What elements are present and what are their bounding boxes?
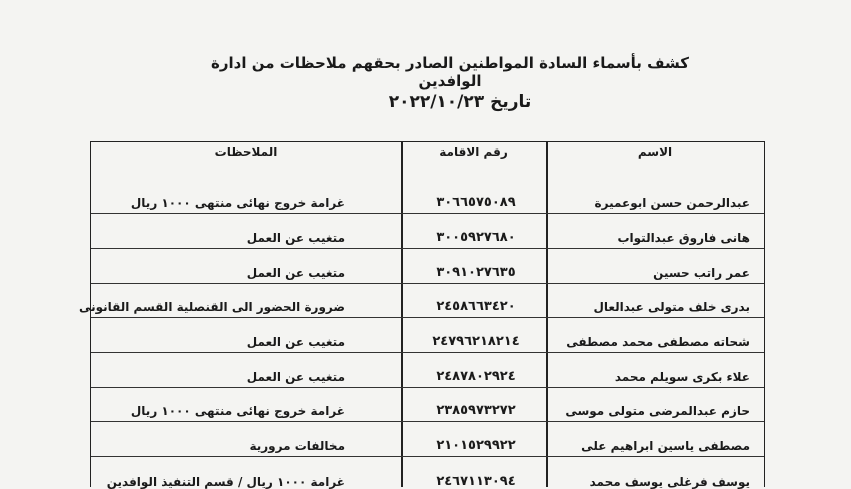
cell-name: عمر راتب حسين bbox=[653, 266, 750, 280]
cell-residency: ٣٠٦٦٥٧٥٠٨٩ bbox=[436, 195, 516, 210]
cell-notes: متغيب عن العمل bbox=[246, 370, 345, 384]
header-name: الاسم bbox=[637, 145, 673, 159]
cell-notes: متغيب عن العمل bbox=[246, 335, 345, 349]
table-row bbox=[91, 431, 764, 457]
cell-residency: ٢٤٧٩٦٢١٨٢١٤ bbox=[432, 334, 520, 349]
cell-name: شحاته مصطفى محمد مصطفى bbox=[566, 335, 750, 349]
cell-notes: غرامة خروج نهائى منتهى ١٠٠٠ ريال bbox=[130, 196, 345, 210]
cell-name: علاء بكرى سويلم محمد bbox=[614, 370, 750, 384]
cell-name: هانى فاروق عبدالتواب bbox=[617, 231, 750, 245]
document-title: كشف بأسماء السادة المواطنين الصادر بحقهم ملاحظات من ادارة الوافدين bbox=[211, 54, 689, 90]
cell-residency: ٣٠٠٥٩٢٧٦٨٠ bbox=[436, 230, 516, 245]
cell-notes: متغيب عن العمل bbox=[246, 266, 345, 280]
cell-name: يوسف فرغلى يوسف محمد bbox=[589, 475, 750, 489]
cell-notes: متغيب عن العمل bbox=[246, 231, 345, 245]
table-row bbox=[91, 396, 764, 422]
cell-name: عبدالرحمن حسن ابوعميرة bbox=[594, 196, 750, 210]
cell-notes: غرامة ١٠٠٠ ريال / قسم التنفيذ الوافدين bbox=[106, 475, 345, 489]
cell-notes: مخالفات مرورية bbox=[249, 439, 345, 453]
cell-residency: ٣٠٩١٠٢٧٦٣٥ bbox=[436, 265, 516, 280]
table-row bbox=[91, 258, 764, 284]
cell-notes: غرامة خروج نهائى منتهى ١٠٠٠ ريال bbox=[130, 404, 345, 418]
header-residency: رقم الاقامة bbox=[439, 145, 508, 159]
table-row bbox=[91, 461, 764, 487]
table-row bbox=[78, 292, 764, 318]
table-row bbox=[91, 188, 764, 214]
citizens-table bbox=[78, 141, 765, 489]
table-row bbox=[91, 223, 764, 249]
header-row bbox=[91, 142, 764, 168]
cell-residency: ٢٤٦٧١١٣٠٩٤ bbox=[436, 474, 516, 489]
cell-name: حازم عبدالمرضى متولى موسى bbox=[565, 404, 750, 418]
cell-name: مصطفى ياسين ابراهيم على bbox=[581, 439, 750, 453]
document-date: تاريخ ٢٠٢٢/١٠/٢٣ bbox=[388, 92, 532, 112]
cell-name: بدرى خلف متولى عبدالعال bbox=[593, 300, 750, 314]
cell-residency: ٢٤٨٧٨٠٢٩٢٤ bbox=[436, 369, 516, 384]
cell-residency: ٢٣٨٥٩٧٣٢٧٢ bbox=[436, 403, 516, 418]
header-notes: الملاحظات bbox=[214, 145, 278, 159]
cell-notes: ضرورة الحضور الى القنصلية القسم القانونى bbox=[78, 300, 345, 314]
cell-residency: ٢٤٥٨٦٦٣٤٢٠ bbox=[436, 299, 516, 314]
table-row bbox=[91, 362, 764, 388]
cell-residency: ٢١٠١٥٢٩٩٢٢ bbox=[436, 438, 516, 453]
table-row bbox=[91, 327, 764, 353]
